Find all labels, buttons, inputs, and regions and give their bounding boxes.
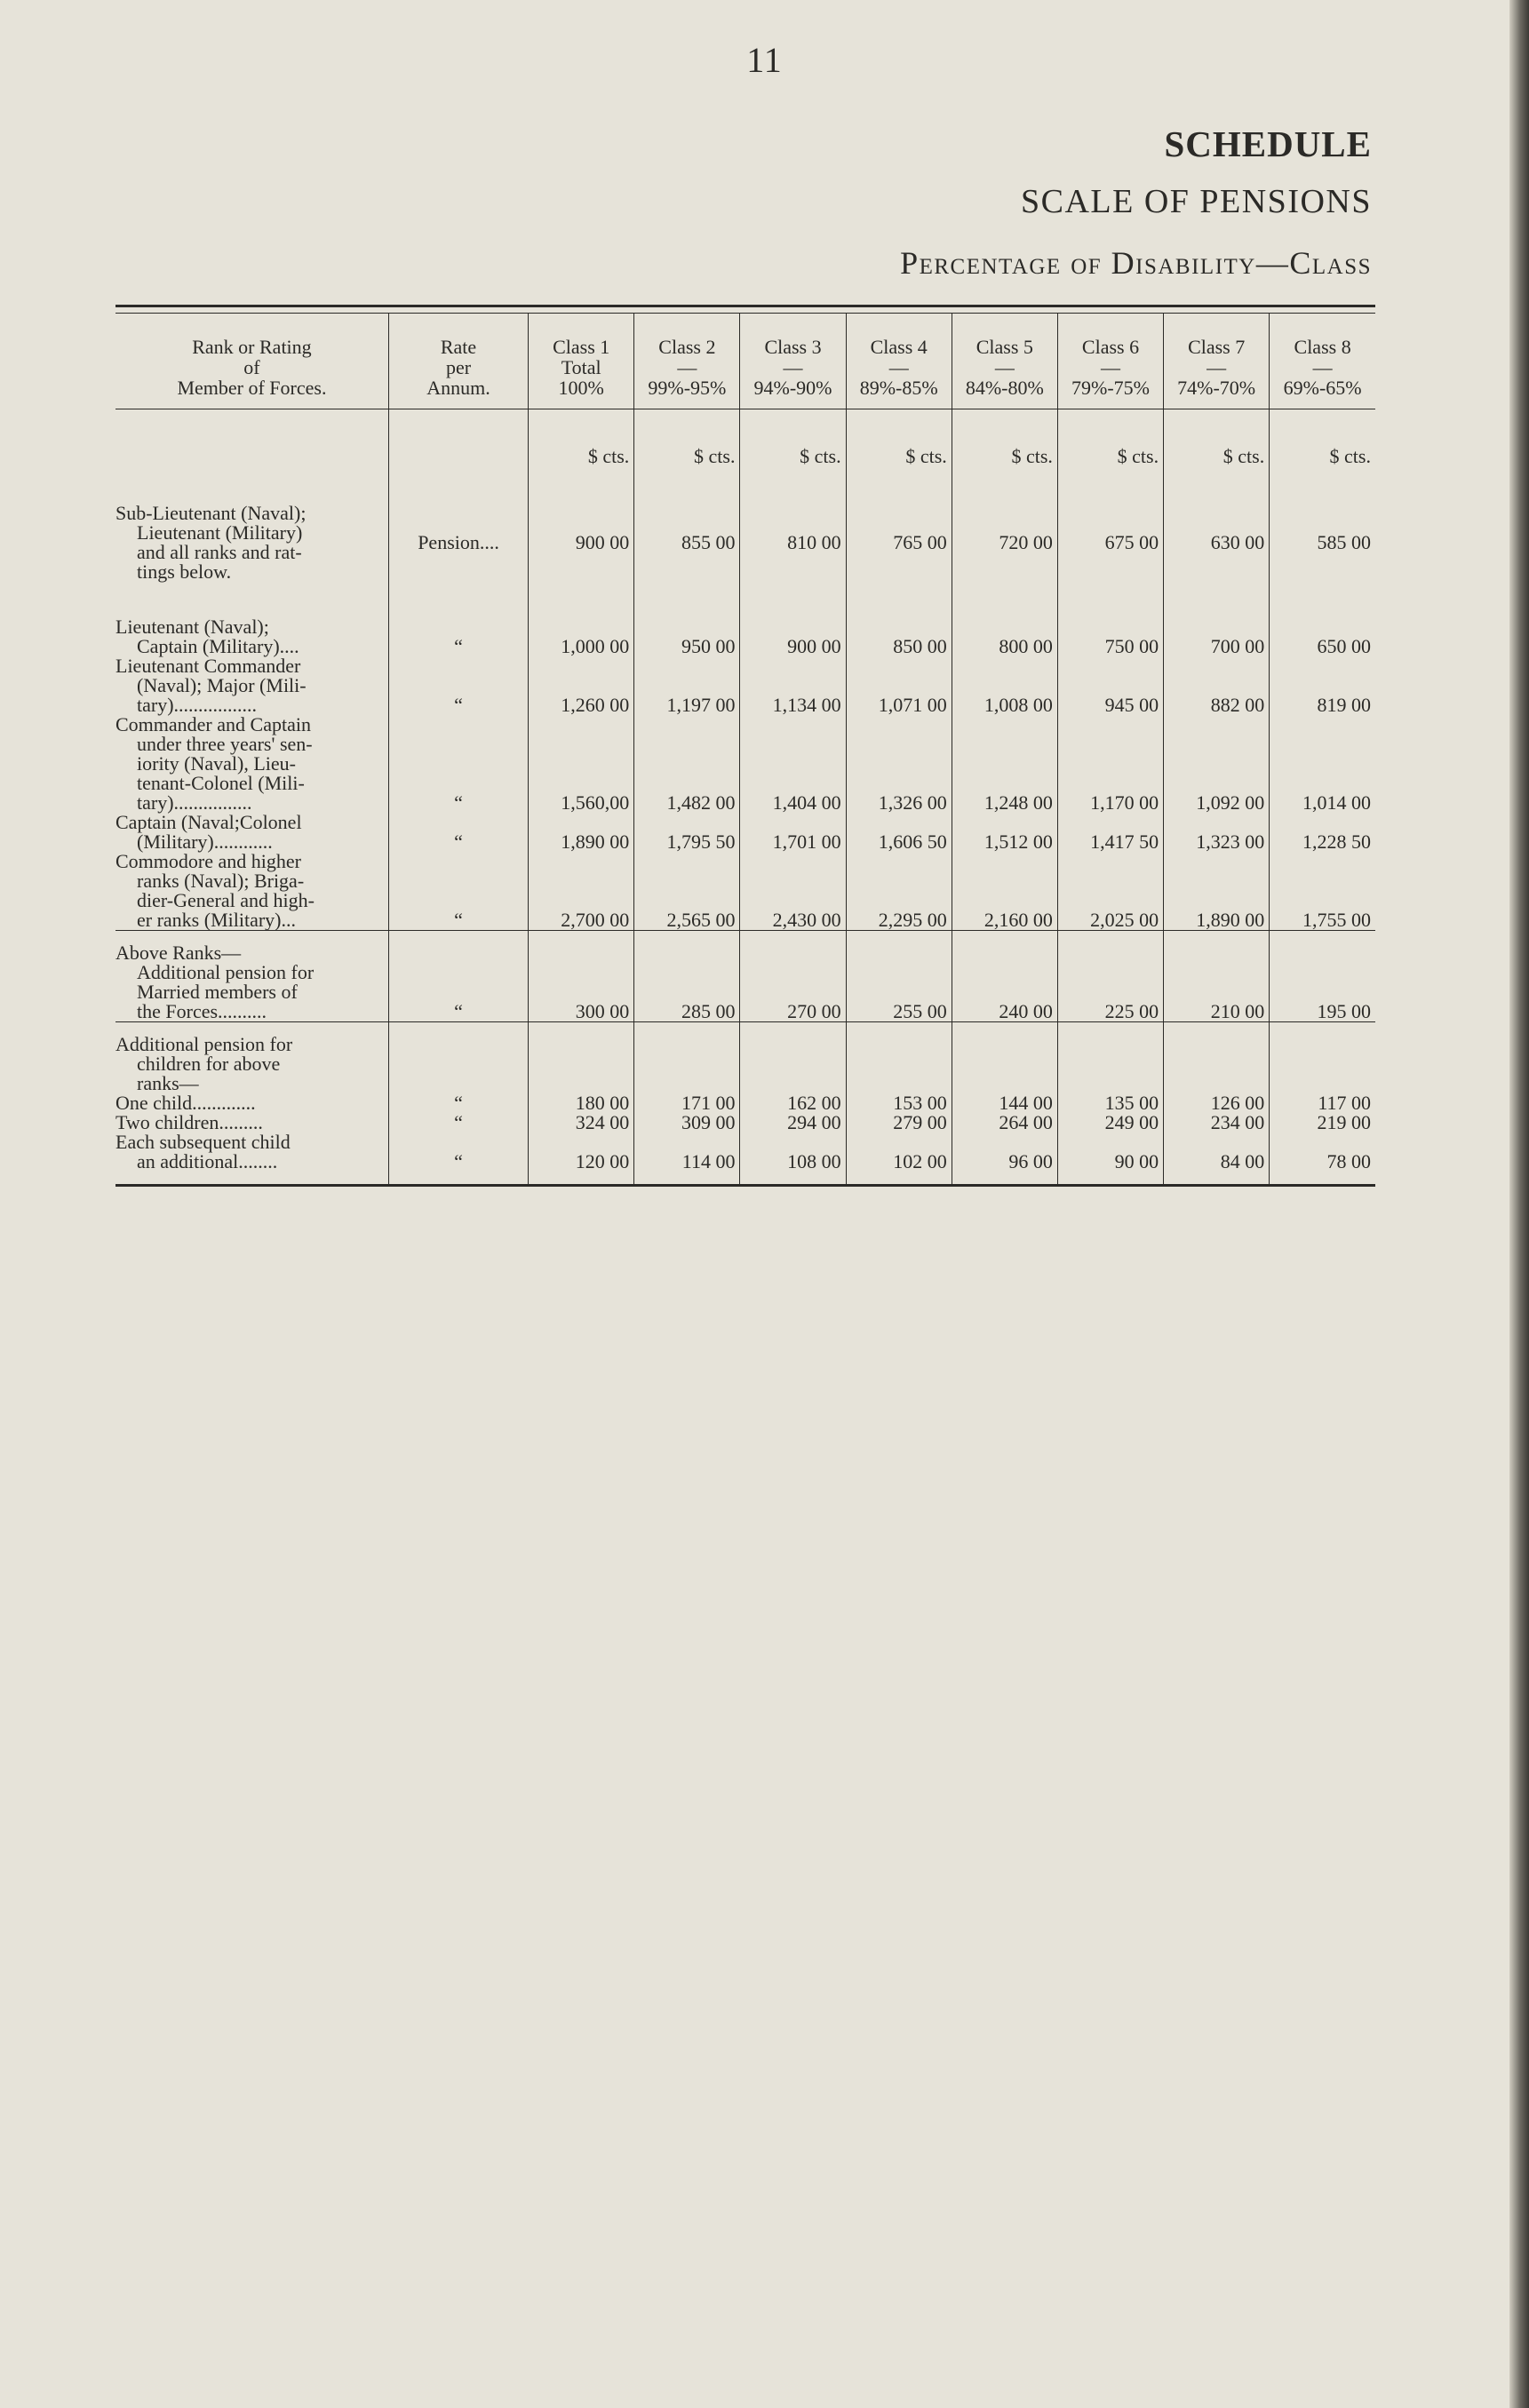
- value-cell: 294 00: [740, 1113, 846, 1132]
- rate-cell: “: [388, 852, 528, 931]
- unit-label: $ cts.: [1057, 409, 1163, 505]
- spacer-cell: [1164, 1022, 1270, 1036]
- class-range: 89%-85%: [859, 377, 938, 399]
- value-cell: 126 00: [1164, 1035, 1270, 1113]
- page-number: 11: [746, 40, 783, 80]
- value-cell: 1,404 00: [740, 715, 846, 813]
- value-cell: 1,170 00: [1057, 715, 1163, 813]
- spacer-cell: [740, 582, 846, 617]
- spacer-cell: [1164, 582, 1270, 617]
- value-cell: 219 00: [1270, 1113, 1375, 1132]
- rank-line: an additional........: [137, 1150, 278, 1172]
- spacer-cell: [846, 931, 952, 944]
- rank-line: Captain (Military)....: [137, 635, 299, 657]
- class-range: 79%-75%: [1071, 377, 1150, 399]
- spacer-cell: [529, 931, 634, 944]
- value-cell: 810 00: [740, 504, 846, 582]
- spacer-cell: [1270, 931, 1375, 944]
- rank-line: children for above: [137, 1053, 281, 1075]
- value-cell: 850 00: [846, 617, 952, 656]
- spacer-cell: [1057, 1022, 1163, 1036]
- rate-cell: “: [388, 813, 528, 852]
- rank-cell: [115, 656, 388, 715]
- spacer-cell: [634, 1172, 740, 1184]
- spacer-cell: [115, 582, 388, 617]
- spacer-row: [115, 931, 1375, 944]
- rank-line: Two children.........: [115, 1111, 263, 1133]
- value-cell: 765 00: [846, 504, 952, 582]
- rate-header-line: per: [445, 356, 472, 378]
- value-cell: 1,512 00: [952, 813, 1057, 852]
- spacer-cell: [952, 931, 1057, 944]
- rank-cell: [115, 1035, 388, 1113]
- empty-cell: [388, 409, 528, 505]
- class-sub: —: [1101, 356, 1120, 378]
- bottom-rule: [115, 1184, 1375, 1187]
- rate-header-line: Annum.: [426, 377, 490, 399]
- class-sub: —: [1312, 356, 1333, 378]
- rank-line: tings below.: [137, 560, 232, 583]
- spacer-row: [115, 582, 1375, 617]
- unit-label: $ cts.: [952, 409, 1057, 505]
- value-cell: 240 00: [952, 943, 1057, 1022]
- value-cell: 1,482 00: [634, 715, 740, 813]
- top-double-rule: [115, 305, 1375, 314]
- value-cell: 1,228 50: [1270, 813, 1375, 852]
- rank-line: Commodore and higher: [115, 850, 301, 872]
- table-row: [115, 1035, 1375, 1113]
- value-cell: 700 00: [1164, 617, 1270, 656]
- spacer-cell: [1164, 931, 1270, 944]
- pension-table-wrap: [115, 305, 1375, 1187]
- class-sub: —: [677, 356, 697, 378]
- class-name: Class 2: [658, 336, 716, 358]
- spacer-cell: [952, 1172, 1057, 1184]
- class-name: Class 3: [764, 336, 822, 358]
- value-cell: 2,160 00: [952, 852, 1057, 931]
- value-cell: 84 00: [1164, 1132, 1270, 1172]
- rank-line: the Forces..........: [137, 1000, 267, 1022]
- class-header: [740, 314, 846, 409]
- spacer-cell: [634, 931, 740, 944]
- value-cell: 255 00: [846, 943, 952, 1022]
- spacer-cell: [740, 931, 846, 944]
- value-cell: 1,890 00: [1164, 852, 1270, 931]
- value-cell: 324 00: [529, 1113, 634, 1132]
- unit-label: $ cts.: [740, 409, 846, 505]
- spacer-cell: [115, 1172, 388, 1184]
- class-range: 100%: [558, 377, 604, 399]
- rate-cell: “: [388, 1113, 528, 1132]
- rank-line: Lieutenant (Naval);: [115, 616, 269, 638]
- class-header: [634, 314, 740, 409]
- rank-line: tary).................: [137, 694, 258, 716]
- rank-cell: [115, 504, 388, 582]
- rank-header-line: Member of Forces.: [177, 377, 327, 399]
- class-name: Class 4: [870, 336, 928, 358]
- percentage-title: Percentage of Disability—Class: [900, 245, 1372, 281]
- rank-line: tary)................: [137, 791, 252, 814]
- rate-cell: “: [388, 617, 528, 656]
- rank-line: (Military)............: [137, 830, 273, 853]
- value-cell: 234 00: [1164, 1113, 1270, 1132]
- class-name: Class 1: [553, 336, 610, 358]
- spacer-cell: [740, 1172, 846, 1184]
- value-cell: 855 00: [634, 504, 740, 582]
- value-cell: 750 00: [1057, 617, 1163, 656]
- value-cell: 2,700 00: [529, 852, 634, 931]
- value-cell: 108 00: [740, 1132, 846, 1172]
- rank-line: Commander and Captain: [115, 713, 311, 735]
- value-cell: 270 00: [740, 943, 846, 1022]
- value-cell: 120 00: [529, 1132, 634, 1172]
- unit-label: $ cts.: [529, 409, 634, 505]
- value-cell: 1,755 00: [1270, 852, 1375, 931]
- spacer-row: [115, 1022, 1375, 1036]
- rank-line: ranks (Naval); Briga-: [137, 870, 305, 892]
- spacer-cell: [388, 1172, 528, 1184]
- header-row: [115, 314, 1375, 409]
- rank-line: One child.............: [115, 1092, 256, 1114]
- value-cell: 90 00: [1057, 1132, 1163, 1172]
- value-cell: 117 00: [1270, 1035, 1375, 1113]
- rate-cell: “: [388, 943, 528, 1022]
- spacer-row: [115, 1172, 1375, 1184]
- rank-line: er ranks (Military)...: [137, 909, 296, 931]
- spacer-cell: [1057, 582, 1163, 617]
- value-cell: 1,000 00: [529, 617, 634, 656]
- value-cell: 945 00: [1057, 656, 1163, 715]
- class-header: [1164, 314, 1270, 409]
- value-cell: 300 00: [529, 943, 634, 1022]
- rank-line: Additional pension for: [137, 961, 315, 983]
- value-cell: 162 00: [740, 1035, 846, 1113]
- value-cell: 1,417 50: [1057, 813, 1163, 852]
- value-cell: 102 00: [846, 1132, 952, 1172]
- value-cell: 1,134 00: [740, 656, 846, 715]
- spacer-cell: [1057, 931, 1163, 944]
- class-header: [846, 314, 952, 409]
- unit-label: $ cts.: [846, 409, 952, 505]
- rank-line: Sub-Lieutenant (Naval);: [115, 502, 307, 524]
- book-spine: [1509, 0, 1529, 2408]
- value-cell: 1,197 00: [634, 656, 740, 715]
- class-name: Class 5: [976, 336, 1033, 358]
- spacer-cell: [846, 582, 952, 617]
- value-cell: 144 00: [952, 1035, 1057, 1113]
- value-cell: 1,092 00: [1164, 715, 1270, 813]
- spacer-cell: [952, 1022, 1057, 1036]
- value-cell: 249 00: [1057, 1113, 1163, 1132]
- spacer-cell: [634, 1022, 740, 1036]
- table-row: [115, 656, 1375, 715]
- class-header: [1270, 314, 1375, 409]
- value-cell: 800 00: [952, 617, 1057, 656]
- value-cell: 309 00: [634, 1113, 740, 1132]
- class-sub: —: [994, 356, 1015, 378]
- table-row: [115, 617, 1375, 656]
- value-cell: 1,248 00: [952, 715, 1057, 813]
- rank-header-line: of: [243, 356, 260, 378]
- class-range: 99%-95%: [648, 377, 727, 399]
- table-row: [115, 813, 1375, 852]
- rank-line: and all ranks and rat-: [137, 541, 302, 563]
- rate-cell: Pension....: [388, 504, 528, 582]
- rank-line: Additional pension for: [115, 1033, 293, 1055]
- unit-label: $ cts.: [634, 409, 740, 505]
- value-cell: 210 00: [1164, 943, 1270, 1022]
- schedule-title: SCHEDULE: [1164, 123, 1372, 164]
- spacer-cell: [1270, 1022, 1375, 1036]
- spacer-cell: [634, 582, 740, 617]
- rank-line: Above Ranks—: [115, 942, 242, 964]
- units-row: [115, 409, 1375, 505]
- value-cell: 96 00: [952, 1132, 1057, 1172]
- pension-table: [115, 314, 1375, 1184]
- value-cell: 900 00: [740, 617, 846, 656]
- value-cell: 279 00: [846, 1113, 952, 1132]
- table-row: [115, 504, 1375, 582]
- rank-cell: [115, 715, 388, 813]
- value-cell: 630 00: [1164, 504, 1270, 582]
- value-cell: 900 00: [529, 504, 634, 582]
- table-body: [115, 504, 1375, 1184]
- value-cell: 819 00: [1270, 656, 1375, 715]
- spacer-cell: [1164, 1172, 1270, 1184]
- rate-header: [388, 314, 528, 409]
- rank-header-line: Rank or Rating: [192, 336, 312, 358]
- value-cell: 720 00: [952, 504, 1057, 582]
- rank-line: Lieutenant (Military): [137, 521, 303, 544]
- class-header: [529, 314, 634, 409]
- value-cell: 650 00: [1270, 617, 1375, 656]
- rank-line: iority (Naval), Lieu-: [137, 752, 296, 775]
- value-cell: 1,795 50: [634, 813, 740, 852]
- rank-cell: [115, 852, 388, 931]
- class-name: Class 6: [1081, 336, 1140, 358]
- value-cell: 1,323 00: [1164, 813, 1270, 852]
- rate-cell: “: [388, 1035, 528, 1113]
- value-cell: 135 00: [1057, 1035, 1163, 1113]
- class-name: Class 8: [1294, 336, 1351, 358]
- spacer-cell: [1057, 1172, 1163, 1184]
- value-cell: 882 00: [1164, 656, 1270, 715]
- rank-line: dier-General and high-: [137, 889, 315, 911]
- class-header: [952, 314, 1057, 409]
- table-row: [115, 1132, 1375, 1172]
- value-cell: 950 00: [634, 617, 740, 656]
- class-range: 74%-70%: [1177, 377, 1256, 399]
- rank-line: Captain (Naval;Colonel: [115, 811, 302, 833]
- rank-line: tenant-Colonel (Mili-: [137, 772, 305, 794]
- value-cell: 1,260 00: [529, 656, 634, 715]
- spacer-cell: [388, 931, 528, 944]
- class-sub: Total: [561, 356, 601, 378]
- value-cell: 1,701 00: [740, 813, 846, 852]
- rank-line: Each subsequent child: [115, 1131, 291, 1153]
- spacer-cell: [388, 582, 528, 617]
- rank-cell: [115, 617, 388, 656]
- value-cell: 1,014 00: [1270, 715, 1375, 813]
- spacer-cell: [1270, 1172, 1375, 1184]
- value-cell: 1,071 00: [846, 656, 952, 715]
- spacer-cell: [952, 582, 1057, 617]
- rate-header-line: Rate: [440, 336, 477, 358]
- value-cell: 78 00: [1270, 1132, 1375, 1172]
- value-cell: 180 00: [529, 1035, 634, 1113]
- value-cell: 585 00: [1270, 504, 1375, 582]
- value-cell: 264 00: [952, 1113, 1057, 1132]
- value-cell: 675 00: [1057, 504, 1163, 582]
- rank-cell: [115, 813, 388, 852]
- table-row: [115, 852, 1375, 931]
- rank-cell: [115, 1132, 388, 1172]
- spacer-cell: [1270, 582, 1375, 617]
- value-cell: 1,890 00: [529, 813, 634, 852]
- scale-title: SCALE OF PENSIONS: [1020, 183, 1372, 220]
- class-sub: —: [888, 356, 909, 378]
- spacer-cell: [529, 582, 634, 617]
- unit-label: $ cts.: [1270, 409, 1375, 505]
- rate-cell: “: [388, 715, 528, 813]
- value-cell: 1,008 00: [952, 656, 1057, 715]
- class-name: Class 7: [1188, 336, 1246, 358]
- value-cell: 285 00: [634, 943, 740, 1022]
- spacer-cell: [529, 1172, 634, 1184]
- rank-line: ranks—: [137, 1072, 199, 1094]
- value-cell: 114 00: [634, 1132, 740, 1172]
- class-range: 84%-80%: [965, 377, 1044, 399]
- class-range: 94%-90%: [753, 377, 832, 399]
- empty-cell: [115, 409, 388, 505]
- spacer-cell: [846, 1172, 952, 1184]
- class-range: 69%-65%: [1283, 377, 1362, 399]
- table-row: [115, 943, 1375, 1022]
- rank-header: [115, 314, 388, 409]
- value-cell: 2,430 00: [740, 852, 846, 931]
- rate-cell: “: [388, 656, 528, 715]
- class-header: [1057, 314, 1163, 409]
- spacer-cell: [740, 1022, 846, 1036]
- value-cell: 1,606 50: [846, 813, 952, 852]
- table-row: [115, 715, 1375, 813]
- value-cell: 225 00: [1057, 943, 1163, 1022]
- value-cell: 2,565 00: [634, 852, 740, 931]
- value-cell: 171 00: [634, 1035, 740, 1113]
- rank-line: Married members of: [137, 981, 298, 1003]
- value-cell: 153 00: [846, 1035, 952, 1113]
- spacer-cell: [388, 1022, 528, 1036]
- spacer-cell: [529, 1022, 634, 1036]
- value-cell: 1,326 00: [846, 715, 952, 813]
- spacer-cell: [846, 1022, 952, 1036]
- class-sub: —: [1206, 356, 1227, 378]
- value-cell: 2,295 00: [846, 852, 952, 931]
- rank-line: under three years' sen-: [137, 733, 313, 755]
- rank-line: Lieutenant Commander: [115, 655, 301, 677]
- value-cell: 195 00: [1270, 943, 1375, 1022]
- class-sub: —: [783, 356, 803, 378]
- value-cell: 1,560,00: [529, 715, 634, 813]
- value-cell: 2,025 00: [1057, 852, 1163, 931]
- rank-cell: [115, 943, 388, 1022]
- rate-cell: “: [388, 1132, 528, 1172]
- table-row: [115, 1113, 1375, 1132]
- rank-cell: [115, 1113, 388, 1132]
- rank-line: (Naval); Major (Mili-: [137, 674, 307, 696]
- unit-label: $ cts.: [1164, 409, 1270, 505]
